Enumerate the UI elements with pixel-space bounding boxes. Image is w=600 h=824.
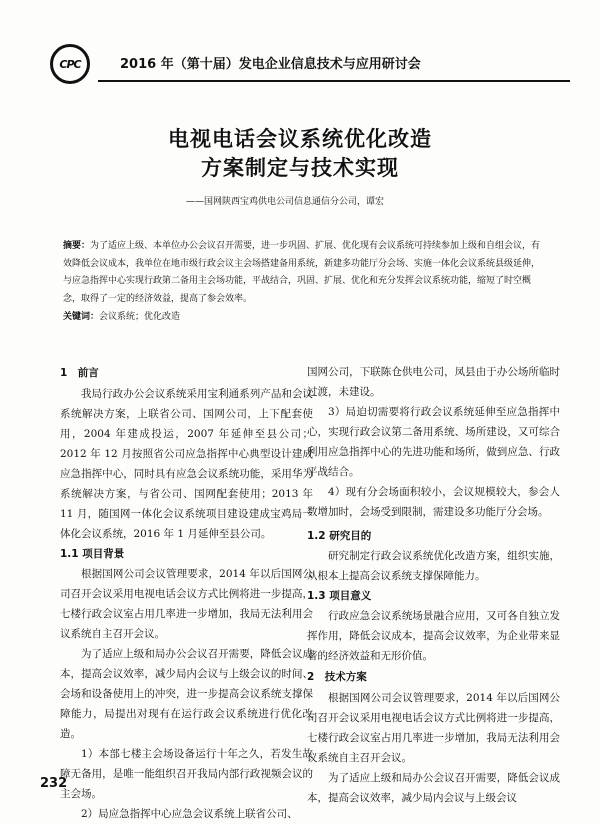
section-1-1-paragraph-3: 1）本部七楼主会场设备运行十年之久，若发生故障无备用，是唯一能组织召开我局内部行政视频会议的主会场。 <box>60 748 313 800</box>
abstract <box>63 238 543 308</box>
page-number: 232 <box>40 776 68 791</box>
section-1-1-paragraph-4: 2）局应急指挥中心应急会议系统上联省公司、 <box>81 808 298 820</box>
abstract-text: 为了适应上级、本单位办公会议召开需要，进一步巩固、扩展、优化现有会议系统可持续参加上级和自组会议，有效降低会议成本，我单位在地市级行政会议主会场搭建备用系统，新建多功能厅分会场、实施一体化会议系统县级延伸，与应急指挥中心实现行政第二备用主会场功能，平战结合，巩固、扩展、优化和充分发挥会议系统功能，缩短了时空概念，取得了一定的经济效益，提高了参会效率。 <box>63 241 541 304</box>
section-1-3-heading: 1.3 项目意义 <box>307 590 372 602</box>
section-1-1-heading: 1.1 项目背景 <box>60 548 125 560</box>
conference-header <box>50 44 570 84</box>
section-2-paragraph-2: 为了适应上级和局办公会议召开需要，降低会议成本，提高会议效率，减少局内会议与上级会议 <box>307 772 560 804</box>
logo-text: CPC <box>59 57 81 71</box>
abstract-label: 摘要： <box>63 241 91 251</box>
left-column <box>60 362 313 824</box>
paper-title-line2: 方案制定与技术实现 <box>201 156 399 180</box>
section-1-1-paragraph-2: 为了适应上级和局办公会议召开需要，降低会议成本，提高会议效率，减少局内会议与上级会议的时间、会场和设备使用上的冲突，进一步提高会议系统支撑保障能力，局提出对现有在运行政会议系统进行优化改造。 <box>60 648 313 740</box>
cpc-logo <box>50 44 90 84</box>
keywords-text: 会议系统；优化改造 <box>99 312 181 322</box>
conference-title: 2016 年（第十届）发电企业信息技术与应用研讨会 <box>120 57 421 72</box>
item-4-paragraph: 4）现有分会场面积较小，会议规模较大，参会人数增加时，会场受到限制，需建设多功能厅分会场。 <box>307 486 560 518</box>
author-line: ——国网陕西宝鸡供电公司信息通信分公司，谭宏 <box>186 197 385 207</box>
item-3-paragraph: 3）局迫切需要将行政会议系统延伸至应急指挥中心，实现行政会议第二备用系统、场所建设，又可综合利用应急指挥中心的先进功能和场所，做到应急、行政平战结合。 <box>307 406 560 478</box>
continued-paragraph: 国网公司，下联陈仓供电公司，凤县由于办公场所临时过渡，未建设。 <box>307 366 560 398</box>
header-rule <box>98 80 570 82</box>
section-1-heading: 1 前言 <box>60 367 99 379</box>
section-1-2-paragraph: 研究制定行政会议系统优化改造方案，组织实施，从根本上提高会议系统支撑保障能力。 <box>307 550 560 582</box>
section-2-heading: 2 技术方案 <box>307 671 367 683</box>
section-1-2-heading: 1.2 研究目的 <box>307 530 372 542</box>
paper-title-line1: 电视电话会议系统优化改造 <box>168 127 432 151</box>
keywords <box>63 309 180 322</box>
section-1-1-paragraph-1: 根据国网公司会议管理要求，2014 年以后国网公司召开会议采用电视电话会议方式比例将进一步提高，七楼行政会议室占用几率进一步增加，我局无法利用会议系统自主召开会议。 <box>60 568 313 640</box>
right-column <box>307 362 560 808</box>
keywords-label: 关键词： <box>63 312 100 322</box>
section-2-paragraph-1: 根据国网公司会议管理要求，2014 年以后国网公司召开会议采用电视电话会议方式比例将进一步提高，七楼行政会议室占用几率进一步增加，我局无法利用会议系统自主召开会议。 <box>307 692 560 764</box>
section-1-paragraph: 我局行政办公会议系统采用宝利通系列产品和会议系统解决方案，上联省公司、国网公司，上下配套使用，2004 年建成投运，2007 年延伸至县公司；2012 年 12 月按照省公司应急指挥中心典型设计建成应急指挥中心，同时具有应急会议系统功能，采用华为系统解决方案，与省公司、国网配套使用；2013 年 11 月，随国网一体化会议系统项目建设建成宝鸡局一体化会议系统，2016 年 1 月延伸至县公司。 <box>60 388 313 540</box>
section-1-3-paragraph: 行政应急会议系统场景融合应用，又可各自独立发挥作用，降低会议成本，提高会议效率，为企业带来显著的经济效益和无形价值。 <box>307 610 560 662</box>
